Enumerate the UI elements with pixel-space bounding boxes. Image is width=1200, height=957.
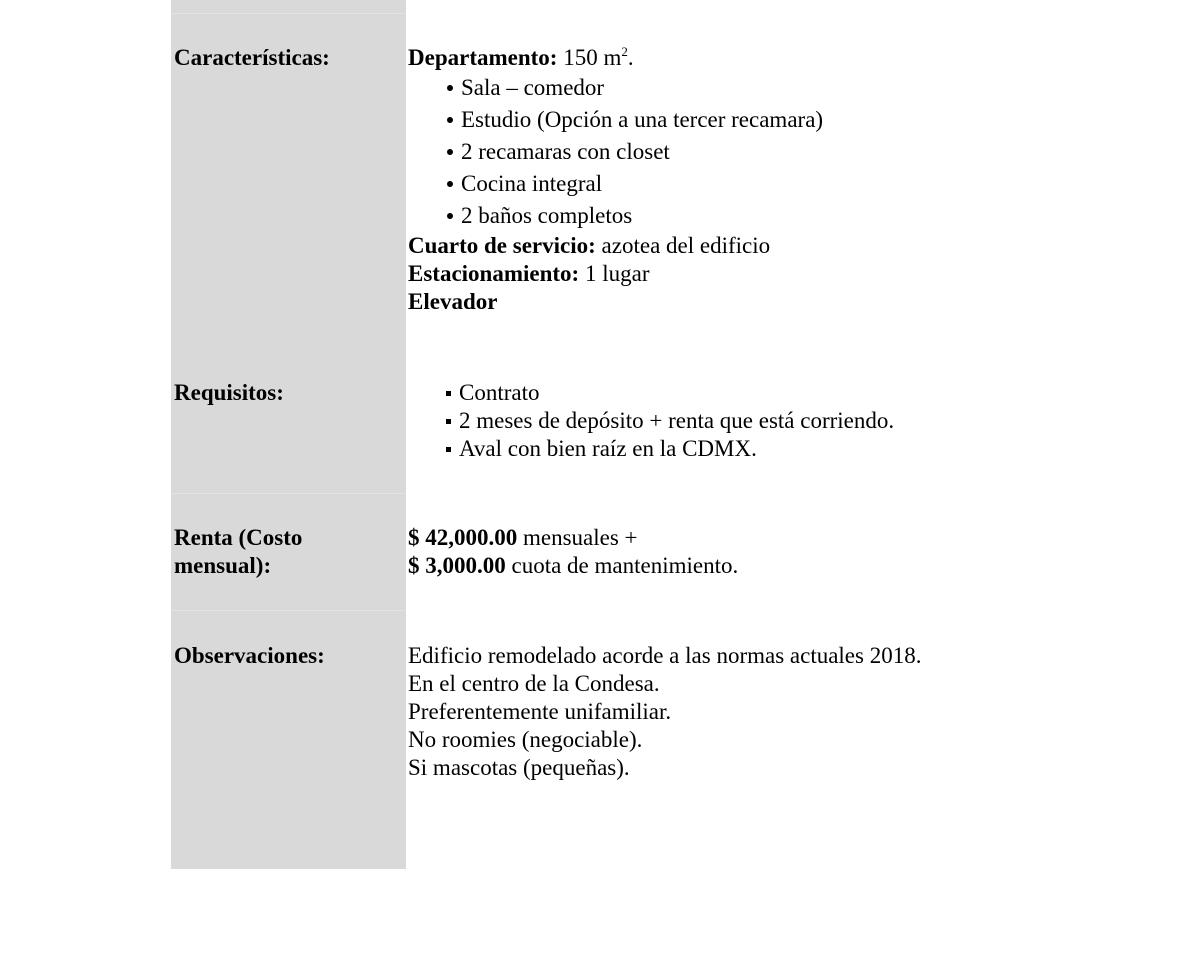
renta-label [174,524,399,580]
mantenimiento-amount: $ 3,000.00 [408,553,506,578]
estacionamiento-line [408,260,823,288]
estacionamiento-label: Estacionamiento: [408,261,580,286]
row-divider [171,13,406,14]
renta-line [408,524,738,552]
list-item [408,136,823,168]
observaciones-label: Observaciones: [174,643,325,668]
departamento-value: 150 m [563,45,622,70]
list-item-text: Cocina integral [461,171,603,196]
elevador-line [408,288,823,316]
list-item [408,72,823,104]
list-item [408,200,823,232]
renta-label-line2: mensual): [174,553,272,578]
observacion-line: No roomies (negociable). [408,727,643,752]
list-item-text: 2 baños completos [461,203,633,228]
list-item: Aval con bien raíz en la CDMX. [408,435,894,463]
observacion-line: Preferentemente unifamiliar. [408,699,672,724]
departamento-superscript: 2 [621,44,628,59]
departamento-period: . [627,45,634,70]
list-item [408,168,823,200]
mantenimiento-line [408,552,738,580]
label-column [171,0,406,869]
cuarto-servicio-line [408,232,823,260]
caracteristicas-content [408,44,823,316]
renta-amount: $ 42,000.00 [408,525,518,550]
caracteristicas-label: Características: [174,45,330,70]
observacion-line: En el centro de la Condesa. [408,671,660,696]
list-item-text: Estudio (Opción a una tercer recamara) [461,107,824,132]
renta-text: mensuales + [523,525,638,550]
list-item-text: Sala – comedor [461,75,605,100]
renta-content [408,524,738,580]
row-divider [171,493,406,494]
cuarto-servicio-value: azotea del edificio [601,233,771,258]
observaciones-content [408,642,921,782]
caracteristicas-list [408,72,823,232]
observacion-line: Edificio remodelado acorde a las normas actuales 2018. [408,643,922,668]
renta-label-line1: Renta (Costo [174,525,303,550]
observacion-line: Si mascotas (pequeñas). [408,755,630,780]
elevador-label: Elevador [408,289,498,314]
requisitos-content [408,379,894,463]
departamento-line [408,44,823,72]
list-item-text: 2 recamaras con closet [461,139,670,164]
mantenimiento-text: cuota de mantenimiento. [511,553,739,578]
list-item: Contrato [408,379,894,407]
estacionamiento-value: 1 lugar [584,261,650,286]
requisitos-list [408,379,894,463]
requisitos-label: Requisitos: [174,380,284,405]
row-divider [171,610,406,611]
list-item: 2 meses de depósito + renta que está corriendo. [408,407,894,435]
departamento-label: Departamento: [408,45,558,70]
list-item [408,104,823,136]
cuarto-servicio-label: Cuarto de servicio: [408,233,596,258]
